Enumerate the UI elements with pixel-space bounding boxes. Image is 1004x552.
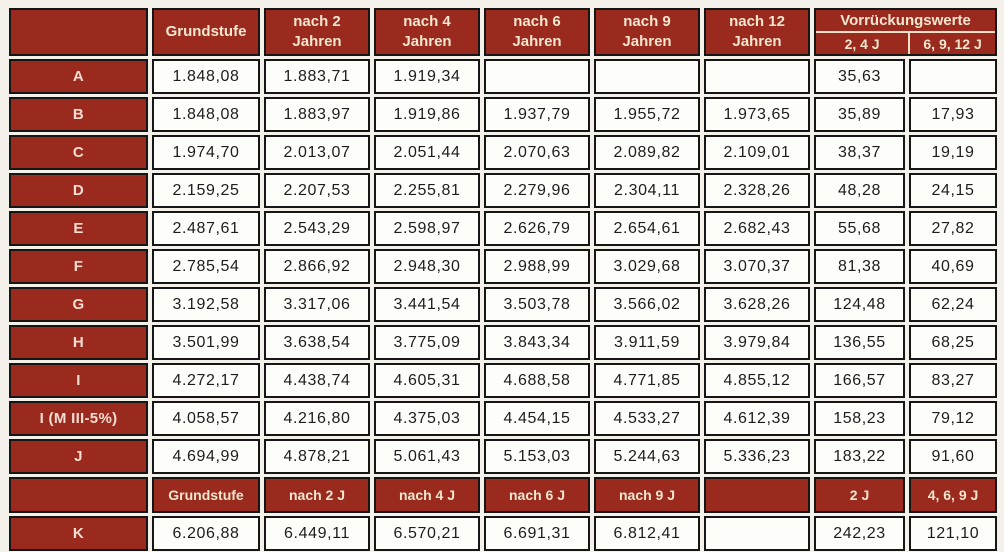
data-cell (704, 59, 810, 94)
data-cell: 2.013,07 (264, 135, 370, 170)
second-header-cell: nach 4 J (374, 477, 480, 513)
data-cell (484, 59, 590, 94)
data-cell: 68,25 (909, 325, 997, 360)
data-cell: 83,27 (909, 363, 997, 398)
header-cell (484, 8, 590, 56)
vorrueckungswerte-subheader: 6, 9, 12 J (923, 36, 982, 52)
data-cell: 2.948,30 (374, 249, 480, 284)
data-cell: 55,68 (814, 211, 905, 246)
header-group-cell (814, 8, 997, 56)
data-cell (704, 516, 810, 551)
data-cell: 2.598,97 (374, 211, 480, 246)
header-cell (152, 8, 260, 56)
second-header-cell: 2 J (814, 477, 905, 513)
data-cell: 40,69 (909, 249, 997, 284)
data-cell: 3.501,99 (152, 325, 260, 360)
table-row (9, 516, 997, 551)
data-cell: 3.317,06 (264, 287, 370, 322)
data-cell: 2.866,92 (264, 249, 370, 284)
data-cell: 2.304,11 (594, 173, 700, 208)
data-cell: 2.109,01 (704, 135, 810, 170)
table-row (9, 135, 997, 170)
header-cell-label: Jahren (292, 33, 342, 50)
data-cell (594, 59, 700, 94)
data-cell: 1.848,08 (152, 97, 260, 132)
row-label: B (9, 97, 148, 132)
data-cell: 48,28 (814, 173, 905, 208)
header-cell-label: nach 6 (513, 12, 561, 30)
row-label: C (9, 135, 148, 170)
header-corner-cell (9, 8, 148, 56)
data-cell: 3.628,26 (704, 287, 810, 322)
data-cell: 2.255,81 (374, 173, 480, 208)
table-row (9, 211, 997, 246)
data-cell: 136,55 (814, 325, 905, 360)
salary-table (5, 5, 1001, 552)
row-label: D (9, 173, 148, 208)
vorrueckungswerte-subheader: 2, 4 J (816, 33, 910, 54)
data-cell: 2.682,43 (704, 211, 810, 246)
header-cell (264, 8, 370, 56)
second-header-cell: 4, 6, 9 J (909, 477, 997, 513)
data-cell: 2.279,96 (484, 173, 590, 208)
row-label: H (9, 325, 148, 360)
data-cell: 4.688,58 (484, 363, 590, 398)
header-cell (704, 8, 810, 56)
table-row (9, 439, 997, 474)
data-cell: 91,60 (909, 439, 997, 474)
data-cell: 35,63 (814, 59, 905, 94)
data-cell: 6.691,31 (484, 516, 590, 551)
data-cell: 35,89 (814, 97, 905, 132)
data-cell: 3.638,54 (264, 325, 370, 360)
data-cell: 1.937,79 (484, 97, 590, 132)
table-row (9, 249, 997, 284)
data-cell: 4.216,80 (264, 401, 370, 436)
table-row (9, 325, 997, 360)
header-cell-label: Jahren (732, 33, 782, 50)
data-cell: 4.438,74 (264, 363, 370, 398)
data-cell: 3.566,02 (594, 287, 700, 322)
data-cell: 2.785,54 (152, 249, 260, 284)
header-cell-label: Jahren (512, 33, 562, 50)
data-cell: 38,37 (814, 135, 905, 170)
data-cell: 2.051,44 (374, 135, 480, 170)
second-header-cell: nach 6 J (484, 477, 590, 513)
data-cell: 17,93 (909, 97, 997, 132)
data-cell: 2.159,25 (152, 173, 260, 208)
data-cell: 5.336,23 (704, 439, 810, 474)
vorrueckungswerte-title: Vorrückungswerte (816, 10, 995, 33)
header-cell-label: nach 12 (729, 12, 785, 30)
data-cell: 6.449,11 (264, 516, 370, 551)
data-cell: 3.029,68 (594, 249, 700, 284)
row-label: K (9, 516, 148, 551)
data-cell: 183,22 (814, 439, 905, 474)
data-cell: 2.089,82 (594, 135, 700, 170)
data-cell: 62,24 (909, 287, 997, 322)
table-row (9, 173, 997, 208)
table-row (9, 287, 997, 322)
row-label: G (9, 287, 148, 322)
data-cell: 3.979,84 (704, 325, 810, 360)
table-body (9, 8, 997, 551)
table-row (9, 59, 997, 94)
data-cell: 4.878,21 (264, 439, 370, 474)
data-cell: 3.070,37 (704, 249, 810, 284)
data-cell: 3.503,78 (484, 287, 590, 322)
data-cell: 5.244,63 (594, 439, 700, 474)
data-cell: 1.883,71 (264, 59, 370, 94)
data-cell: 1.883,97 (264, 97, 370, 132)
data-cell: 4.855,12 (704, 363, 810, 398)
data-cell: 158,23 (814, 401, 905, 436)
data-cell: 166,57 (814, 363, 905, 398)
second-header-cell: nach 9 J (594, 477, 700, 513)
data-cell: 1.973,65 (704, 97, 810, 132)
second-header-cell (704, 477, 810, 513)
data-cell: 4.694,99 (152, 439, 260, 474)
row-label: I (9, 363, 148, 398)
data-cell: 4.272,17 (152, 363, 260, 398)
header-cell-label: nach 4 (403, 12, 451, 30)
header-cell-label: Jahren (622, 33, 672, 50)
data-cell: 1.974,70 (152, 135, 260, 170)
data-cell: 6.570,21 (374, 516, 480, 551)
data-cell: 2.654,61 (594, 211, 700, 246)
data-cell: 2.988,99 (484, 249, 590, 284)
data-cell: 4.375,03 (374, 401, 480, 436)
data-cell: 5.153,03 (484, 439, 590, 474)
data-cell: 24,15 (909, 173, 997, 208)
header-cell (594, 8, 700, 56)
data-cell: 1.955,72 (594, 97, 700, 132)
data-cell: 79,12 (909, 401, 997, 436)
row-label: A (9, 59, 148, 94)
data-cell: 3.775,09 (374, 325, 480, 360)
data-cell (909, 59, 997, 94)
second-header-cell: Grundstufe (152, 477, 260, 513)
data-cell: 3.843,34 (484, 325, 590, 360)
data-cell: 4.454,15 (484, 401, 590, 436)
table-row (9, 363, 997, 398)
data-cell: 2.626,79 (484, 211, 590, 246)
data-cell: 3.911,59 (594, 325, 700, 360)
second-header-row (9, 477, 997, 513)
second-header-cell: nach 2 J (264, 477, 370, 513)
data-cell: 121,10 (909, 516, 997, 551)
data-cell: 3.192,58 (152, 287, 260, 322)
data-cell: 4.533,27 (594, 401, 700, 436)
header-cell (374, 8, 480, 56)
data-cell: 81,38 (814, 249, 905, 284)
data-cell: 19,19 (909, 135, 997, 170)
header-cell-label: nach 2 (293, 12, 341, 30)
data-cell: 4.605,31 (374, 363, 480, 398)
data-cell: 242,23 (814, 516, 905, 551)
data-cell: 1.919,34 (374, 59, 480, 94)
data-cell: 4.612,39 (704, 401, 810, 436)
header-row (9, 8, 997, 56)
data-cell: 6.206,88 (152, 516, 260, 551)
data-cell: 4.058,57 (152, 401, 260, 436)
vorrueckungswerte-subheader-row (816, 33, 995, 54)
row-label: J (9, 439, 148, 474)
data-cell: 2.487,61 (152, 211, 260, 246)
data-cell: 1.919,86 (374, 97, 480, 132)
data-cell: 3.441,54 (374, 287, 480, 322)
second-header-corner-cell (9, 477, 148, 513)
data-cell: 2.328,26 (704, 173, 810, 208)
data-cell: 5.061,43 (374, 439, 480, 474)
header-cell-label: Grundstufe (165, 22, 247, 40)
header-cell-label: Jahren (402, 33, 452, 50)
row-label: I (M III-5%) (9, 401, 148, 436)
table-row (9, 401, 997, 436)
row-label: F (9, 249, 148, 284)
data-cell: 2.543,29 (264, 211, 370, 246)
data-cell: 1.848,08 (152, 59, 260, 94)
data-cell: 6.812,41 (594, 516, 700, 551)
table-row (9, 97, 997, 132)
data-cell: 27,82 (909, 211, 997, 246)
data-cell: 4.771,85 (594, 363, 700, 398)
header-cell-label: nach 9 (623, 12, 671, 30)
data-cell: 124,48 (814, 287, 905, 322)
row-label: E (9, 211, 148, 246)
data-cell: 2.207,53 (264, 173, 370, 208)
data-cell: 2.070,63 (484, 135, 590, 170)
